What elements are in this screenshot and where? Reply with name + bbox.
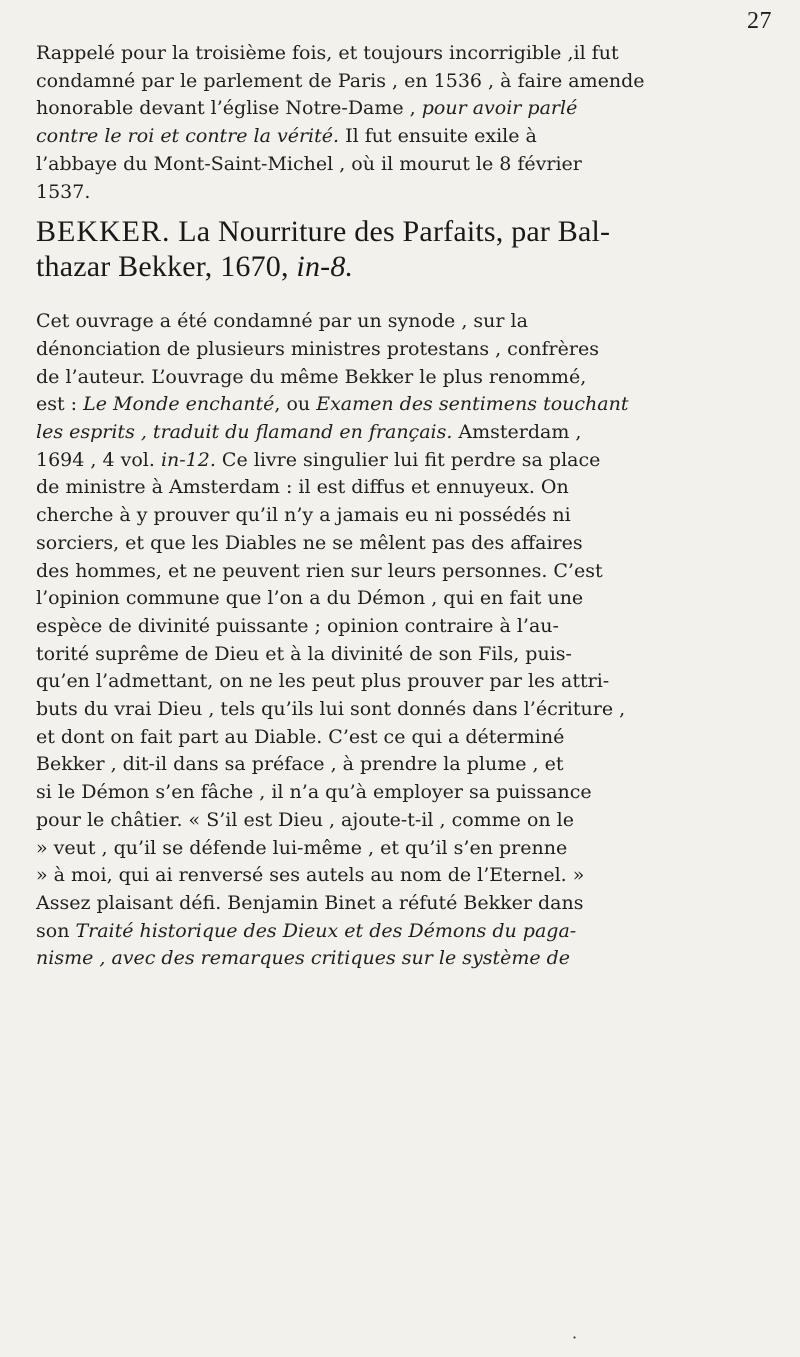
body-line-4a: est : [36,393,84,416]
entry-author: BEKKER. [36,215,171,249]
body-line-22: Assez plaisant défi. Benjamin Binet a réfuté Bekker dans [36,891,584,914]
entry-title-line-1: La Nourriture des Parfaits, par Bal- [170,215,611,249]
body-line-9: sorciers, et que les Diables ne se mêlent pas des affaires [36,531,583,554]
body-line-18: si le Démon s’en fâche , il n’a qu’à employer sa puissance [36,781,592,804]
body-line-20: » veut , qu’il se défende lui-même , et qu’il s’en prenne [36,836,568,859]
bibliographic-entry [36,214,770,284]
body-line-1: Cet ouvrage a été condamné par un synode , sur la [36,310,528,333]
body-line-3: de l’auteur. L’ouvrage du même Bekker le plus renommé, [36,365,587,388]
body-line-11: l’opinion commune que l’on a du Démon , qui en fait une [36,587,584,610]
body-line-17: Bekker , dit-il dans sa préface , à prendre la plume , et [36,753,564,776]
body-paragraph [36,308,770,973]
intro-line-4b: Il fut ensuite exile à [339,125,537,148]
body-line-7: de ministre à Amsterdam : il est diffus et ennuyeux. On [36,476,569,499]
footer-mark: · [572,1328,578,1347]
intro-line-4a: contre le roi et contre la vérité. [36,125,340,148]
body-line-4b: Le Monde enchanté [83,393,275,416]
entry-format: in-8. [296,250,354,284]
body-line-21: » à moi, qui ai renversé ses autels au nom de l’Eternel. » [36,864,585,887]
intro-line-2: condamné par le parlement de Paris , en 1536 , à faire amende [36,69,645,92]
body-line-2: dénonciation de plusieurs ministres protestans , confrères [36,337,599,360]
body-line-6b: in-12. [160,448,216,471]
intro-line-3b: pour avoir parlé [421,97,578,120]
body-line-24: nisme , avec des remarques critiques sur le système de [36,947,571,970]
intro-paragraph [36,40,770,206]
body-line-14: qu’en l’admettant, on ne les peut plus prouver par les attri- [36,670,610,693]
body-line-4d: Examen des sentimens touchant [316,393,629,416]
section-spacer [36,284,770,308]
intro-line-1: Rappelé pour la troisième fois, et toujours incorrigible ,il fut [36,42,619,64]
body-line-5b: Amsterdam , [452,421,582,444]
body-line-23a: son [36,919,76,942]
body-line-6c: Ce livre singulier lui fit perdre sa place [215,448,601,471]
body-line-5a: les esprits , traduit du flamand en français. [36,421,453,444]
body-line-13: torité suprême de Dieu et à la divinité de son Fils, puis- [36,642,572,665]
body-line-19: pour le châtier. « S’il est Dieu , ajoute-t-il , comme on le [36,808,575,831]
page-number: 27 [747,8,772,34]
body-line-15: buts du vrai Dieu , tels qu’ils lui sont donnés dans l’écriture , [36,698,626,721]
intro-line-6: 1537. [36,180,91,203]
body-line-4c: , ou [274,393,317,416]
intro-line-5: l’abbaye du Mont-Saint-Michel , où il mourut le 8 février [36,152,582,175]
body-line-10: des hommes, et ne peuvent rien sur leurs personnes. C’est [36,559,603,582]
body-line-8: cherche à y prouver qu’il n’y a jamais eu ni possédés ni [36,504,571,527]
body-line-6a: 1694 , 4 vol. [36,448,161,471]
intro-line-3a: honorable devant l’église Notre-Dame , [36,97,422,120]
body-line-12: espèce de divinité puissante ; opinion contraire à l’au- [36,614,559,637]
entry-title-line-2: thazar Bekker, 1670, [36,250,297,284]
body-line-16: et dont on fait part au Diable. C’est ce qui a déterminé [36,725,565,748]
body-line-23b: Traité historique des Dieux et des Démons du paga- [75,919,577,942]
